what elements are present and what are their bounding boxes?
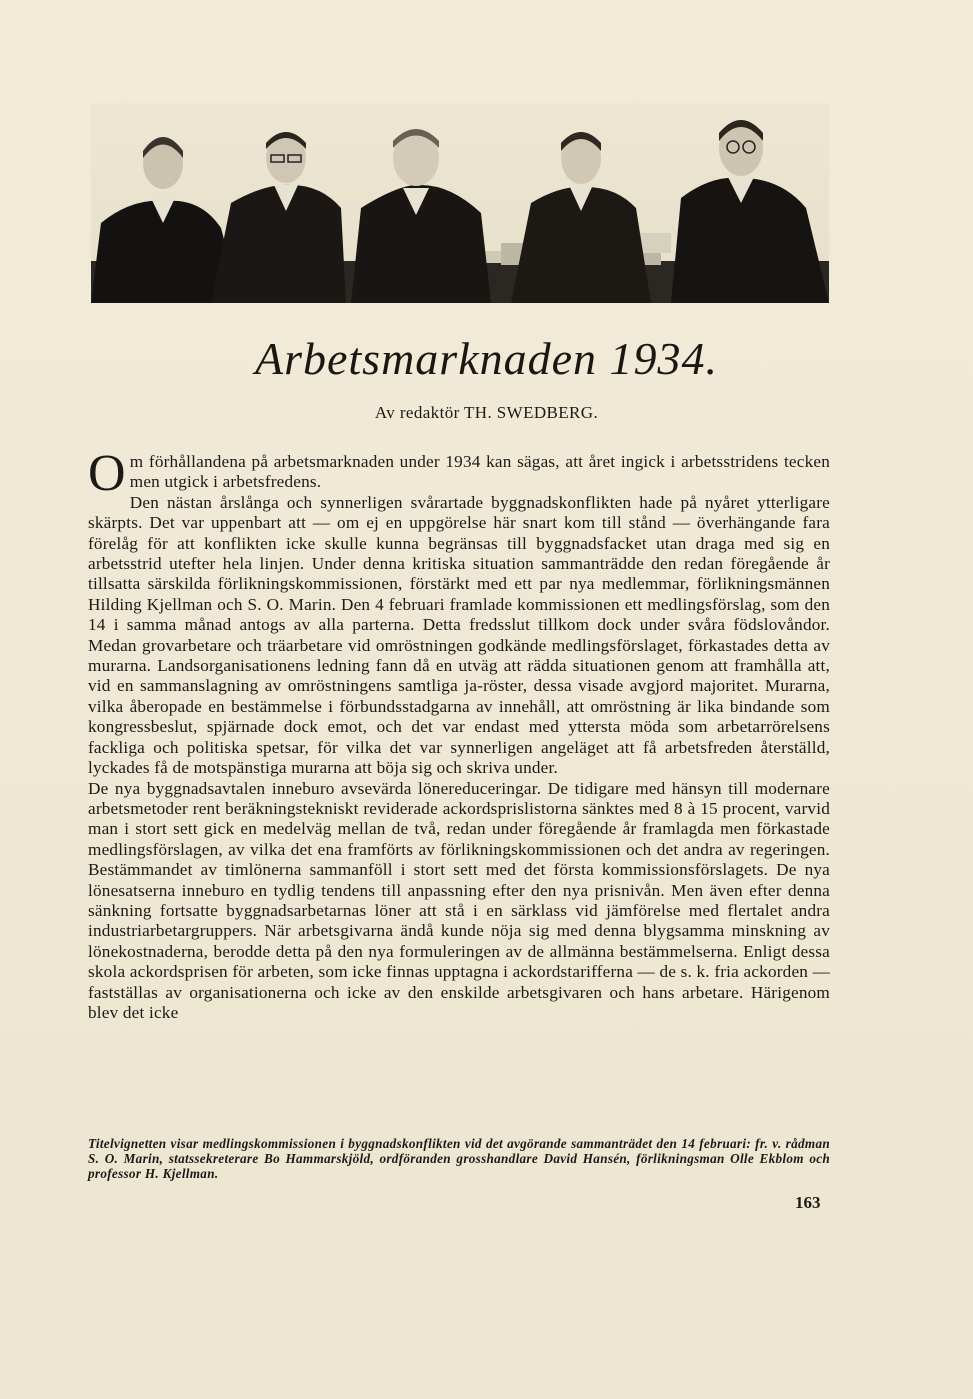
paragraph: De nya byggnadsavtalen inneburo avsevärda lönereduceringar. De tidigare med hänsyn till modernare arbetsmetoder rent beräkningstekniskt reviderade ackordsprislistorna sänktes med 8 à 15 procent, varvid man i stort sett gick en medelväg mellan de två, redan under föregående år framlagda men förkastade medlingsförslagen, av vilka det ena framförts av förlikningskommissionen och det andra av regeringen. Bestämmandet av timlönerna sammanföll i stort sett med det första kommissionsförslagets. De nya lönesatserna inneburo en tydlig tendens till anpassning efter den nya prisnivån. Men även efter denna sänkning fortsatte byggnadsarbetarnas löner att stå i en särklass vid jämförelse med flertalet andra industriarbetargruppers. När arbetsgivarna ändå kunde nöja sig med denna blygsamma minskning av lönekostnaderna, berodde detta på den nya formuleringen av de allmänna bestämmelserna. Enligt dessa skola ackordsprisen för arbeten, som icke finnas upptagna i ackordstarifferna — de s. k. fria ackorden — fastställas av organisationerna och icke av den enskilde arbetsgivaren och hans arbetare. Härigenom blev det icke	[88, 778, 830, 1022]
article-body	[88, 445, 830, 1023]
paragraph: Om förhållandena på arbetsmarknaden under 1934 kan sägas, att året ingick i arbetsstridens tecken men utgick i arbetsfredens.	[88, 445, 830, 502]
group-photo-image	[91, 103, 829, 303]
title-vignette-photo	[91, 103, 829, 303]
photo-caption: Titelvignetten visar medlingskommissionen i byggnadskonflikten vid det avgörande sammanträdet den 14 februari: fr. v. rådman S. O. Marin, statssekreterare Bo Hammarskjöld, ordföranden grosshandlare David Hansén, förlikningsman Olle Ekblom och professor H. Kjellman.	[88, 1136, 830, 1181]
page-number: 163	[795, 1193, 821, 1212]
article-byline: Av redaktör TH. SWEDBERG.	[374, 403, 599, 422]
paragraph: Den nästan årslånga och synnerligen svårartade byggnadskonflikten hade på nyåret ytterligare skärpts. Det var uppenbart att — om ej en uppgörelse här snart kom till stånd — överhängande fara förelåg för att konflikten icke skulle kunna begränsas till byggnadsfacket utan draga med sig en arbetsstrid utefter hela linjen. Under denna kritiska situation sammanträdde den redan föregående år tillsatta särskilda förlikningskommissionen, förstärkt med ett par nya medlemmar, förlikningsmännen Hilding Kjellman och S. O. Marin. Den 4 februari framlade kommissionen ett medlingsförslag, som den 14 i samma månad antogs av alla parterna. Detta fredsslut tillkom dock under svåra födslovåndor. Medan grovarbetare och träarbetare vid omröstningen godkände medlingsförslaget, förkastades detta av murarna. Landsorganisationens ledning fann då en utväg att rädda situationen genom att framhålla att, vid en sammanslagning av omröstningens samtliga ja-röster, dessa visade avgjord majoritet. Murarna, vilka åberopade en bestämmelse i förbundsstadgarna av innehåll, att omröstning är lika bindande som kongressbeslut, spjärnade dock emot, och det var endast med yttersta möda som arbetarrörelsens fackliga och politiska spetsar, för vilka det var synnerligen angeläget att få arbetsfreden återställd, lyckades få de motspänstiga murarna att böja sig och skriva under.	[88, 492, 830, 778]
article-title: Arbetsmarknaden 1934.	[254, 333, 719, 384]
